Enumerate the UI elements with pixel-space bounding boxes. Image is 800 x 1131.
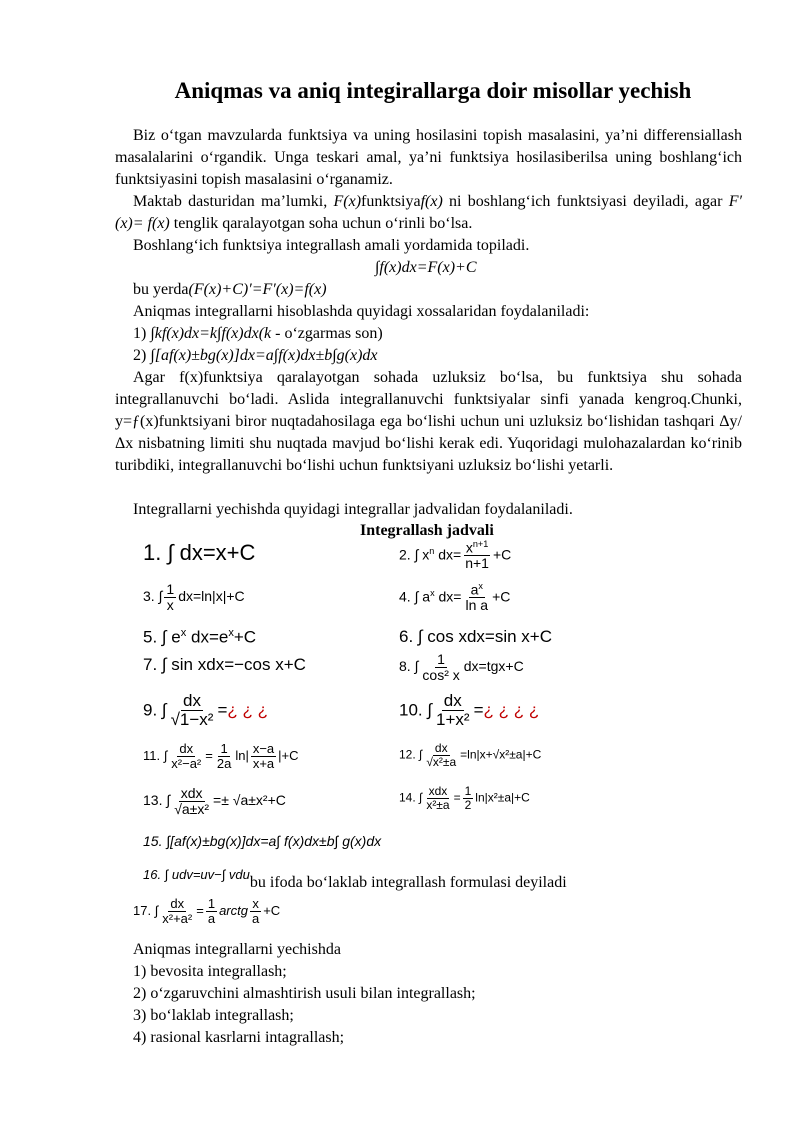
numerator: 1 bbox=[220, 741, 228, 756]
fraction bbox=[424, 742, 458, 769]
text-run: ln|x²±a|+C bbox=[475, 790, 530, 805]
fraction bbox=[169, 742, 203, 771]
denominator: √1−x² bbox=[170, 709, 214, 729]
text-run: ∫kf(x)dx=k∫f(x)dx(k bbox=[150, 325, 272, 342]
integral-12 bbox=[399, 742, 541, 769]
text-run: 8. ∫ bbox=[399, 658, 419, 675]
text-run: dx= bbox=[434, 546, 462, 563]
denominator: a bbox=[207, 910, 216, 926]
property-2 bbox=[133, 345, 378, 367]
page-title: Aniqmas va aniq integirallarga doir misollar yechish bbox=[174, 78, 692, 103]
methods-list-item: 4) rasional kasrlarni intagrallash; bbox=[133, 1029, 345, 1046]
text-run: +C bbox=[492, 588, 511, 605]
text-run: = bbox=[196, 902, 204, 918]
numerator: dx bbox=[170, 896, 185, 911]
denominator: ln a bbox=[465, 597, 489, 614]
text-run: dx= bbox=[434, 588, 462, 605]
numerator: 1 bbox=[166, 581, 175, 597]
denominator: cos² x bbox=[422, 666, 460, 683]
text-run: x bbox=[478, 581, 483, 591]
integral-1: 1. ∫ dx=x+C bbox=[143, 540, 256, 565]
text-run: =± √a±x²+C bbox=[213, 792, 286, 809]
methods-intro: Aniqmas integrallarni yechishda bbox=[133, 941, 341, 958]
denominator: x bbox=[166, 596, 174, 613]
fraction bbox=[463, 540, 491, 572]
text-run: F(x) bbox=[333, 193, 362, 210]
text-run: 10. ∫ bbox=[399, 700, 433, 720]
denominator: √x²±a bbox=[426, 754, 457, 769]
text-run: 12. ∫ bbox=[399, 747, 423, 762]
text-run: ∫[af(x)±bg(x)]dx=a∫f(x)dx±b∫g(x)dx bbox=[150, 347, 378, 364]
property-1 bbox=[133, 323, 383, 345]
numerator: dx bbox=[183, 691, 201, 710]
text-run: +C bbox=[233, 627, 257, 647]
text-run: = bbox=[473, 700, 484, 720]
integral-6: 6. ∫ cos xdx=sin x+C bbox=[399, 627, 552, 646]
fraction bbox=[463, 582, 490, 614]
integral-8 bbox=[399, 652, 524, 683]
numerator: xdx bbox=[180, 785, 203, 801]
text-run: - o‘zgarmas son) bbox=[271, 325, 383, 342]
definition-paragraph bbox=[115, 191, 742, 235]
integral-17 bbox=[133, 897, 280, 926]
numerator: x bbox=[252, 896, 259, 911]
intro-paragraph: Biz o‘tgan mavzularda funktsiya va uning hosilasini topish masalasini, ya’ni differensiallash masalalarini o‘rgandik. Unga teskari amal, ya’ni funktsiya hosilasiberilsa uning boshlang‘ich funktsiyasini topish masalasini o‘rganamiz. bbox=[115, 127, 742, 188]
text-run: 3. ∫ bbox=[143, 588, 163, 605]
formula-explanation bbox=[133, 279, 327, 301]
text-run: 2) bbox=[133, 347, 147, 364]
table-intro: Integrallarni yechishda quyidagi integrallar jadvalidan foydalaniladi. bbox=[133, 501, 573, 518]
integral-10 bbox=[399, 692, 539, 730]
integral-2 bbox=[399, 540, 511, 572]
numerator: x−a bbox=[252, 741, 275, 756]
integral-7: 7. ∫ sin xdx=−cos x+C bbox=[143, 655, 306, 674]
numerator: dx bbox=[434, 741, 448, 755]
numerator bbox=[469, 582, 485, 598]
text-run: (F(x)+C)′=F′(x)=f(x) bbox=[188, 281, 327, 298]
text-run: F′(x)= f(x) bbox=[115, 193, 743, 232]
text-run: 13. ∫ bbox=[143, 792, 171, 809]
text-run: x bbox=[180, 627, 187, 639]
denominator: a bbox=[251, 910, 260, 926]
text-run: = bbox=[453, 790, 461, 805]
text-run: 17. ∫ bbox=[133, 902, 159, 918]
integral-16 bbox=[143, 866, 567, 891]
text-run: Maktab dasturidan ma’lumki, bbox=[133, 193, 334, 210]
text-run: |+C bbox=[278, 747, 299, 763]
fraction bbox=[463, 785, 474, 812]
integral-11 bbox=[143, 742, 299, 771]
integral-14 bbox=[399, 785, 530, 812]
integral-4 bbox=[399, 582, 510, 614]
denominator: x²−a² bbox=[171, 755, 202, 771]
text-run: x bbox=[228, 627, 234, 639]
fraction bbox=[424, 785, 451, 812]
text-run: 2. ∫ x bbox=[399, 546, 430, 563]
fraction bbox=[169, 692, 216, 730]
integral-13 bbox=[143, 786, 286, 817]
text-run: dx=tgx+C bbox=[463, 658, 524, 675]
text-run: 4. ∫ a bbox=[399, 588, 431, 605]
text-run: dx=e bbox=[186, 627, 229, 647]
denominator: x²±a bbox=[426, 797, 450, 812]
fraction bbox=[434, 692, 472, 730]
text-run: x bbox=[430, 587, 435, 598]
denominator: 2 bbox=[464, 797, 472, 812]
text-run: n bbox=[429, 545, 435, 556]
text-run: +C bbox=[492, 546, 512, 563]
text-run: 9. ∫ bbox=[143, 700, 167, 720]
text-run: tenglik qaralayotgan soha uchun o‘rinli bo‘lsa. bbox=[169, 215, 473, 232]
text-run: +C bbox=[263, 902, 281, 918]
text-run: 11. ∫ bbox=[143, 747, 168, 763]
unrendered-glyphs: ¿ ¿ ¿ ¿ bbox=[483, 700, 540, 720]
continuity-paragraph: Agar f(x)funktsiya qaralayotgan sohada uzluksiz bo‘lsa, bu funktsiya shu sohada integrallanuvchi bo‘ladi. Aslida integrallanuvchi funktsiyalar sinfi yanada kengroq.Chunki, y=ƒ(x)funktsiyani biror nuqtadahosilaga ega bo‘lishi uchun uni uzluksiz bo‘lishidan tashqari Δy/Δx nisbatning limiti shu nuqtada mavjud bo‘lishi kerak edi. Yuqoridagi mulohazalardan ko‘rinib turibdiki, integrallanuvchi bo‘lishi uchun funktsiyani uzluksiz bo‘lishi yetarli. bbox=[115, 369, 742, 474]
integral-9 bbox=[143, 692, 268, 730]
fraction bbox=[164, 582, 176, 613]
denominator: √a±x² bbox=[174, 800, 210, 817]
numerator bbox=[464, 540, 490, 556]
fraction bbox=[250, 897, 261, 926]
main-formula: ∫f(x)dx=F(x)+C bbox=[375, 259, 477, 276]
text-run: arctg bbox=[219, 902, 248, 918]
integration-paragraph: Boshlang‘ich funktsiya integrallash amali yordamida topiladi. bbox=[133, 237, 530, 254]
denominator: 1+x² bbox=[436, 709, 470, 729]
denominator: x+a bbox=[252, 755, 275, 771]
text-run: ln| bbox=[235, 747, 249, 763]
text-run: funktsiya bbox=[361, 193, 421, 210]
numerator: dx bbox=[443, 691, 462, 710]
fraction bbox=[160, 897, 194, 926]
text-run: 5. ∫ e bbox=[143, 627, 181, 647]
denominator: x²+a² bbox=[162, 910, 193, 926]
methods-list-item: 3) bo‘laklab integrallash; bbox=[133, 1007, 294, 1024]
numerator: dx bbox=[179, 741, 194, 756]
text-run: a bbox=[470, 581, 479, 598]
integral-5 bbox=[143, 627, 256, 648]
text-run: bu ifoda bo‘laklab integrallash formulasi deyiladi bbox=[249, 874, 567, 891]
fraction bbox=[251, 742, 276, 771]
text-run: = bbox=[205, 747, 213, 763]
numerator: 1 bbox=[437, 651, 445, 667]
properties-intro: Aniqmas integrallarni hisoblashda quyidagi xossalaridan foydalaniladi: bbox=[133, 303, 590, 320]
text-run: = bbox=[217, 700, 228, 720]
methods-list-item: 1) bevosita integrallash; bbox=[133, 963, 287, 980]
text-run: dx=ln|x|+C bbox=[178, 588, 245, 605]
fraction bbox=[206, 897, 217, 926]
text-run: 1) bbox=[133, 325, 147, 342]
numerator: xdx bbox=[428, 784, 448, 798]
table-title: Integrallash jadvali bbox=[360, 522, 494, 539]
fraction bbox=[172, 786, 211, 817]
text-run: n+1 bbox=[472, 539, 489, 549]
text-run: x bbox=[465, 539, 473, 556]
text-run: 14. ∫ bbox=[399, 790, 423, 805]
fraction bbox=[420, 652, 461, 683]
fraction bbox=[215, 742, 233, 771]
text-run: ni boshlang‘ich funktsiyasi deyiladi, agar bbox=[442, 193, 729, 210]
numerator: 1 bbox=[207, 896, 216, 911]
unrendered-glyphs: ¿ ¿ ¿ bbox=[227, 700, 268, 720]
integral-15: 15. ∫[af(x)±bg(x)]dx=a∫ f(x)dx±b∫ g(x)dx bbox=[143, 833, 382, 849]
methods-list-item: 2) o‘zgaruvchini almashtirish usuli bilan integrallash; bbox=[133, 985, 476, 1002]
numerator: 1 bbox=[464, 784, 472, 798]
integral-3 bbox=[143, 582, 245, 613]
text-run: =ln|x+√x²±a|+C bbox=[460, 747, 542, 762]
denominator: n+1 bbox=[465, 555, 489, 572]
denominator: 2a bbox=[216, 755, 232, 771]
text-run: 16. ∫ udv=uv−∫ vdu bbox=[143, 867, 250, 882]
text-run: f(x) bbox=[420, 193, 443, 210]
text-run: bu yerda bbox=[133, 281, 189, 298]
